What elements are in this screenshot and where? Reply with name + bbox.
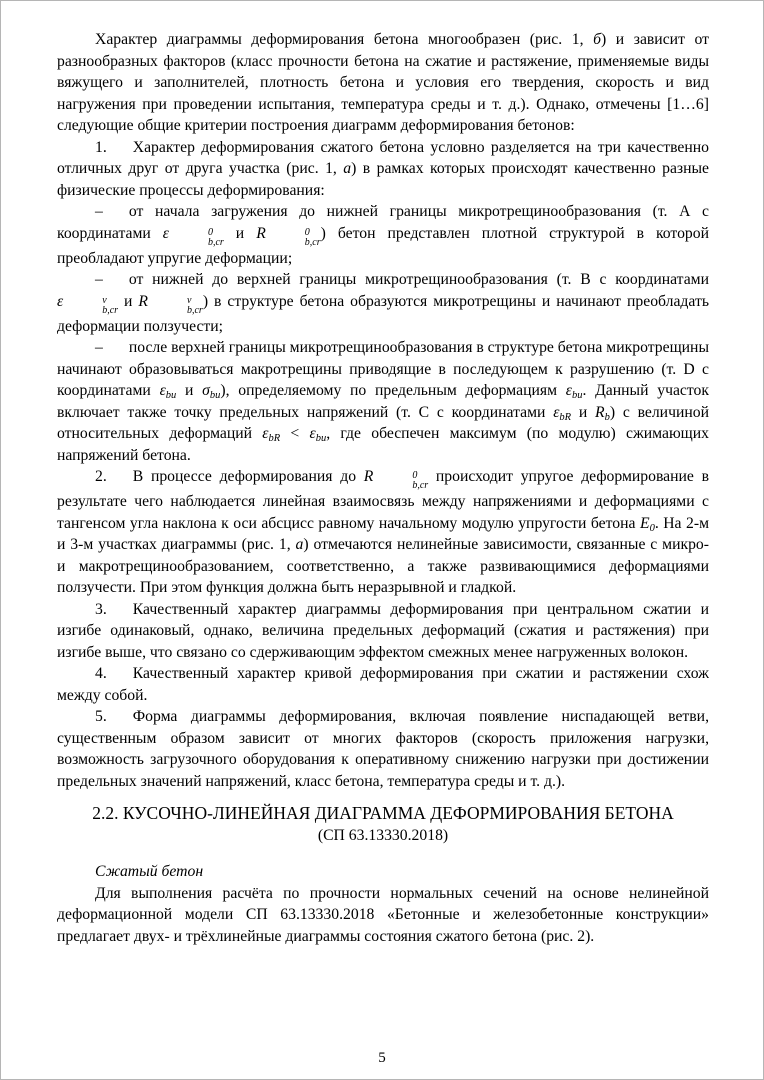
math-var: εbu	[565, 382, 583, 401]
list-item-5	[57, 706, 709, 792]
text-run: а	[295, 536, 304, 553]
math-var: R 0 b,cr	[256, 224, 321, 248]
math-var: σbu	[202, 382, 221, 401]
text-run: ) в структуре бетона образуются микротрещины и начинают преобладать деформации ползучести;	[57, 292, 709, 335]
text-run: 5.	[95, 708, 107, 725]
text-run: от начала загружения до нижней границы микротрещинообразования (т. А с координатами	[57, 203, 709, 242]
paragraph-final	[57, 883, 709, 948]
bullet-item-1	[57, 201, 709, 269]
list-item-4	[57, 663, 709, 706]
text-run: б	[593, 31, 601, 48]
text-run: –	[95, 339, 103, 356]
document-content	[57, 29, 709, 947]
text-run: В процессе деформирования до	[132, 468, 364, 485]
text-run: ) в рамках которых происходят качественно разные физические процессы деформирования:	[57, 160, 709, 199]
text-run: после верхней границы микротрещинообразования в структуре бетона микротрещины начинают образовываться макротрещины приводящие в последующем к разрушению (т. D с координатами	[57, 339, 709, 399]
text-run: Качественный характер кривой деформирования при сжатии и растяжении схож между собой.	[57, 665, 709, 704]
text-run: <	[280, 425, 310, 442]
text-run: а	[343, 160, 352, 177]
text-run: Характер диаграммы деформирования бетона многообразен (рис. 1,	[95, 31, 594, 48]
math-var: ε v b,cr	[57, 292, 119, 316]
math-var: R 0 b,cr	[363, 468, 429, 491]
text-run: Форма диаграммы деформирования, включая появление ниспадающей ветви, существенным образом зависит от многих факторов (скорость приложения нагрузки, возможность загрузочного оборудования к оперативному снижению нагрузки при достижении предельных значений напряжений, класс бетона, температура среды и т. д.).	[57, 708, 709, 790]
text-run: , где обеспечен максимум (по модулю) сжимающих напряжений бетона.	[57, 425, 709, 464]
section-heading	[57, 802, 709, 825]
math-var: ε 0 b,cr	[162, 224, 224, 248]
text-run: 3.	[95, 600, 107, 618]
text-run: (СП 63.13330.2018)	[317, 827, 449, 844]
math-var: E0	[639, 514, 655, 534]
page-number: 5	[378, 1050, 386, 1066]
section-heading-note	[57, 825, 709, 846]
paragraph-intro	[57, 29, 709, 137]
math-var: R v b,cr	[138, 292, 203, 316]
text-run: –	[95, 203, 103, 220]
bullet-item-2	[57, 269, 709, 337]
subheading-compressed-concrete	[57, 861, 709, 883]
text-run: Сжатый бетон	[95, 863, 204, 880]
text-run: 4.	[95, 665, 107, 682]
bullet-item-3	[57, 337, 709, 466]
text-run: Для выполнения расчёта по прочности нормальных сечений на основе нелинейной деформационной модели СП 63.13330.2018 «Бетонные и железобетонные конструкции» предлагает двух- и трёхлинейные диаграммы состояния сжатого бетона (рис. 2).	[57, 884, 709, 945]
text-run: и	[223, 224, 257, 242]
math-var: Rb	[595, 403, 610, 423]
text-run: ), определяемому по предельным деформациям	[220, 382, 566, 399]
text-run: . Данный участок включает также точку предельных напряжений (т. С с координатами	[57, 382, 710, 421]
math-var: εbu	[309, 425, 327, 444]
text-run: от нижней до верхней границы микротрещинообразования (т. В с координатами	[128, 271, 709, 288]
text-run: происходит упругое деформирование в результате чего наблюдается линейная взаимосвязь между напряжениями и деформациями с тангенсом угла наклона к оси абсцисс равному начальному модулю упругости бетона	[57, 468, 709, 532]
text-run: ) бетон представлен плотной структурой в которой преобладают упругие деформации;	[57, 224, 709, 267]
math-var: εbR	[262, 425, 281, 444]
text-run: –	[95, 271, 103, 288]
math-var: εbu	[159, 382, 177, 401]
list-item-2	[57, 466, 709, 599]
list-item-1	[57, 137, 709, 202]
text-run: Характер деформирования сжатого бетона условно разделяется на три качественно отличных друг от друга участка (рис. 1,	[57, 138, 709, 177]
text-run: 1.	[95, 138, 107, 156]
text-run: и	[176, 382, 203, 399]
text-run: ) и зависит от разнообразных факторов (класс прочности бетона на сжатие и растяжение, применяемые виды вяжущего и заполнителей, плотность бетона и условия его твердения, скорость и вид нагружения при проведении испытания, температура среды и т. д.). Однако, отмечены [1…6] следующие общие критерии построения диаграмм деформирования бетонов:	[57, 31, 709, 134]
text-run: . На 2-м и 3-м участках диаграммы (рис. 1,	[57, 514, 709, 553]
list-item-3	[57, 599, 709, 664]
text-run: и	[571, 403, 595, 421]
text-run: ) отмечаются нелинейные зависимости, связанные с микро- и макротрещинообразованием, соответственно, а также развивающимися деформациями ползучести. При этом функция должна быть неразрывной и гладкой.	[57, 536, 709, 596]
text-run: Качественный характер диаграммы деформирования при центральном сжатии и изгибе одинаковый, однако, величина предельных деформаций (сжатия и растяжения) при изгибе выше, что связано со сдерживающим эффектом смежных менее нагруженных волокон.	[57, 600, 709, 661]
text-run: и	[118, 292, 139, 310]
text-run: ) с величиной относительных деформаций	[57, 403, 709, 442]
text-run: 2.	[95, 468, 107, 485]
math-var: εbR	[553, 403, 572, 423]
text-run: 2.2. КУСОЧНО-ЛИНЕЙНАЯ ДИАГРАММА ДЕФОРМИРОВАНИЯ БЕТОНА	[92, 803, 674, 823]
